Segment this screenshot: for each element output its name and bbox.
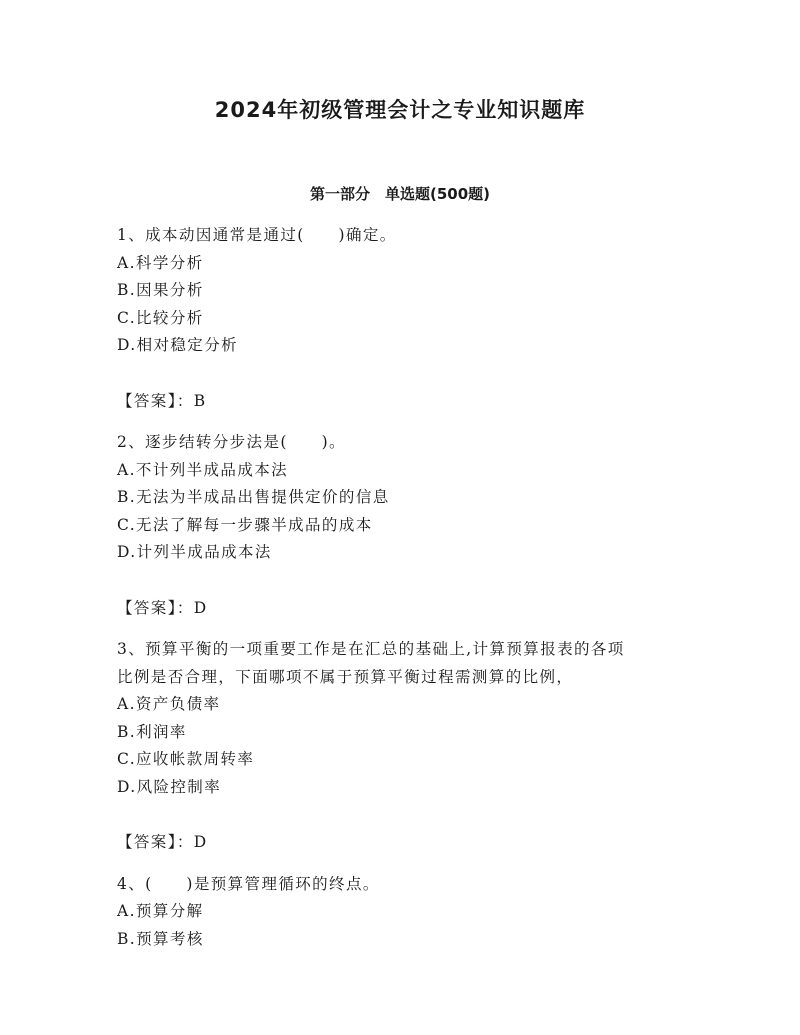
question-3 bbox=[117, 636, 677, 857]
document-title: 2024年初级管理会计之专业知识题库 bbox=[214, 98, 586, 122]
option-b: B.无法为半成品出售提供定价的信息 bbox=[117, 488, 390, 506]
option-a: A.资产负债率 bbox=[117, 695, 221, 713]
option-d: D.相对稳定分析 bbox=[117, 336, 239, 354]
option-c: C.比较分析 bbox=[117, 308, 204, 327]
section-title: 第一部分 单选题(500题) bbox=[309, 185, 491, 203]
option-a: A.预算分解 bbox=[117, 902, 204, 920]
answer-label: 【答案】：D bbox=[117, 833, 208, 851]
question-1 bbox=[117, 222, 677, 415]
option-a: A.科学分析 bbox=[117, 253, 204, 272]
question-list bbox=[117, 222, 677, 953]
option-a: A.不计列半成品成本法 bbox=[117, 460, 289, 479]
answer-label: 【答案】：D bbox=[117, 598, 208, 617]
question-stem: 4、( )是预算管理循环的终点。 bbox=[117, 874, 380, 893]
answer-label: 【答案】：B bbox=[117, 391, 207, 410]
question-stem-line-2: 比例是否合理，下面哪项不属于预算平衡过程需测算的比例， bbox=[117, 667, 574, 686]
option-b: B.因果分析 bbox=[117, 281, 204, 299]
question-2 bbox=[117, 429, 677, 622]
option-c: C.无法了解每一步骤半成品的成本 bbox=[117, 515, 373, 534]
option-d: D.计列半成品成本法 bbox=[117, 543, 272, 561]
option-d: D.风险控制率 bbox=[117, 777, 222, 796]
question-stem: 1、成本动因通常是通过( )确定。 bbox=[117, 226, 397, 244]
question-4 bbox=[117, 871, 677, 954]
option-b: B.利润率 bbox=[117, 722, 187, 741]
question-stem: 2、逐步结转分步法是( )。 bbox=[117, 433, 346, 451]
question-stem-line-1: 3、预算平衡的一项重要工作是在汇总的基础上,计算预算报表的各项 bbox=[117, 640, 625, 658]
option-b: B.预算考核 bbox=[117, 929, 204, 948]
option-c: C.应收帐款周转率 bbox=[117, 750, 255, 768]
